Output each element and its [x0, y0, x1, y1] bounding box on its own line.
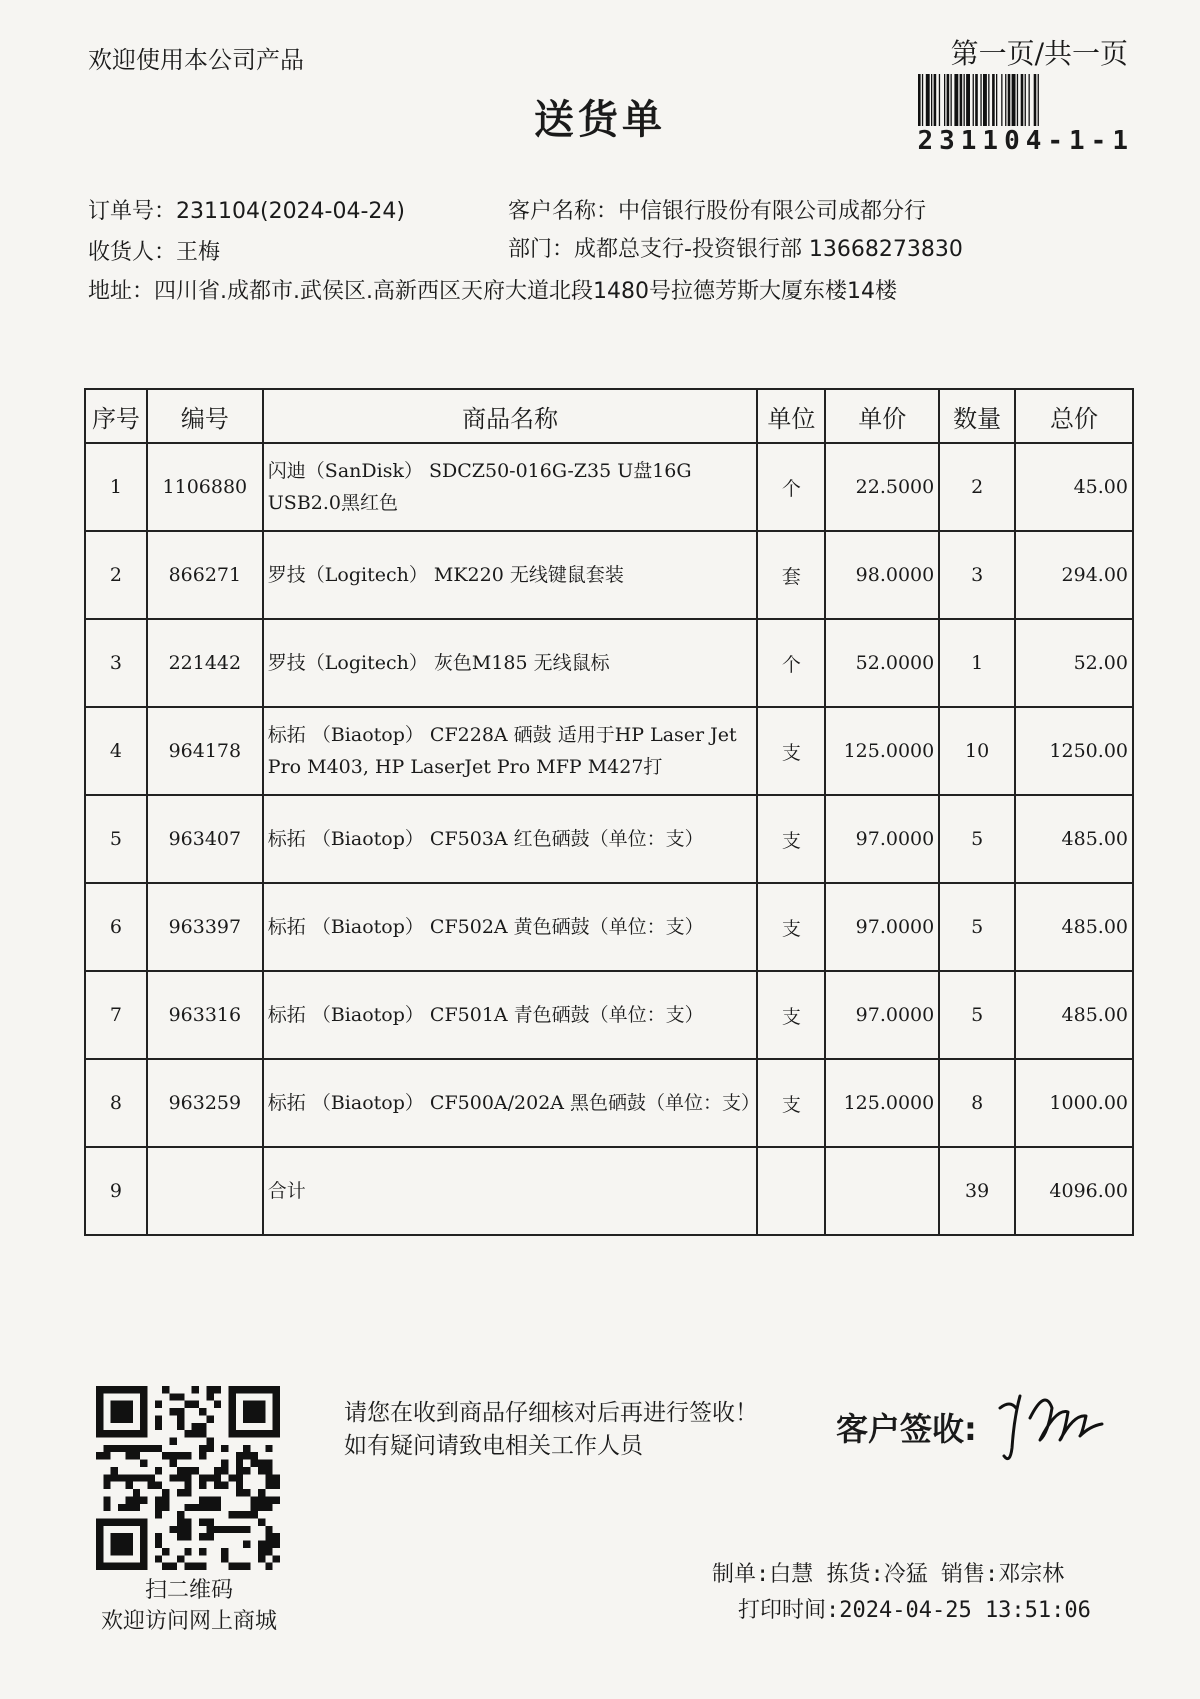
cell-quantity: 5: [939, 795, 1015, 883]
table-row: [85, 707, 1133, 795]
cell-seq: 6: [85, 883, 147, 971]
cell-unit-price: 22.5000: [825, 443, 939, 531]
page-info: 第一页/共一页: [950, 37, 1128, 70]
qr-caption-line-1: 扫二维码: [144, 1578, 233, 1603]
cell-unit-price: 125.0000: [825, 1059, 939, 1147]
cell-code: 1106880: [147, 443, 263, 531]
order-number: 订单号：231104(2024-04-24): [88, 199, 406, 224]
cell-code: 866271: [147, 531, 263, 619]
cell-total: 294.00: [1015, 531, 1133, 619]
qr-code-icon: [96, 1386, 280, 1570]
cell-unit-price: 125.0000: [825, 707, 939, 795]
cell-unit: 套: [757, 531, 825, 619]
cell-code: 963259: [147, 1059, 263, 1147]
cell-total: 1000.00: [1015, 1059, 1133, 1147]
header-product-name: 商品名称: [263, 389, 758, 443]
cell-total-label: 合计: [263, 1147, 758, 1235]
cell-code: 221442: [147, 619, 263, 707]
cell-grand-total: 4096.00: [1015, 1147, 1133, 1235]
cell-total: 485.00: [1015, 883, 1133, 971]
qr-caption-line-2: 欢迎访问网上商城: [100, 1608, 277, 1634]
barcode-number: 231104-1-1: [917, 126, 1134, 156]
header-code: 编号: [147, 389, 263, 443]
cell-product-name: 罗技（Logitech） 灰色M185 无线鼠标: [263, 619, 758, 707]
cell-code: 964178: [147, 707, 263, 795]
address: 地址：四川省.成都市.武侯区.高新西区天府大道北段1480号拉德芳斯大厦东楼14楼: [88, 279, 897, 304]
cell-unit-price: 52.0000: [825, 619, 939, 707]
cell-unit-price: [825, 1147, 939, 1235]
table-row: [85, 971, 1133, 1059]
header-unit-price: 单价: [825, 389, 939, 443]
cell-unit: 支: [757, 971, 825, 1059]
cell-quantity: 1: [939, 619, 1015, 707]
header-quantity: 数量: [939, 389, 1015, 443]
header-unit: 单位: [757, 389, 825, 443]
cell-unit: 支: [757, 1059, 825, 1147]
table-row: [85, 619, 1133, 707]
table-row: [85, 531, 1133, 619]
customer-name: 客户名称：中信银行股份有限公司成都分行: [508, 199, 927, 224]
cell-quantity: 10: [939, 707, 1015, 795]
cell-total: 52.00: [1015, 619, 1133, 707]
cell-seq: 2: [85, 531, 147, 619]
cell-code: 963407: [147, 795, 263, 883]
department: 部门：成都总支行-投资银行部 13668273830: [508, 237, 963, 262]
table-row: [85, 795, 1133, 883]
table-row: [85, 883, 1133, 971]
items-table: [84, 388, 1134, 1236]
cell-unit: 支: [757, 883, 825, 971]
cell-total: 485.00: [1015, 795, 1133, 883]
cell-unit-price: 97.0000: [825, 795, 939, 883]
cell-seq: 5: [85, 795, 147, 883]
header-seq: 序号: [85, 389, 147, 443]
cell-code: 963397: [147, 883, 263, 971]
cell-unit: [757, 1147, 825, 1235]
cell-seq: 9: [85, 1147, 147, 1235]
sign-notice: 请您在收到商品仔细核对后再进行签收！如有疑问请致电相关工作人员: [344, 1400, 758, 1460]
header-total: 总价: [1015, 389, 1133, 443]
table-row: [85, 443, 1133, 531]
cell-quantity: 5: [939, 883, 1015, 971]
cell-total: 485.00: [1015, 971, 1133, 1059]
receiver: 收货人：王梅: [88, 240, 221, 265]
cell-total-quantity: 39: [939, 1147, 1015, 1235]
cell-quantity: 3: [939, 531, 1015, 619]
cell-unit: 支: [757, 795, 825, 883]
cell-unit-price: 98.0000: [825, 531, 939, 619]
document-title: 送货单: [534, 97, 666, 143]
table-total-row: [85, 1147, 1133, 1235]
cell-unit: 支: [757, 707, 825, 795]
cell-product-name: 标拓 （Biaotop） CF502A 黄色硒鼓（单位：支）: [263, 883, 758, 971]
table-row: [85, 1059, 1133, 1147]
staff-info: 制单:白慧 拣货:冷猛 销售:邓宗林: [712, 1562, 1065, 1587]
cell-unit: 个: [757, 619, 825, 707]
cell-product-name: 罗技（Logitech） MK220 无线键鼠套装: [263, 531, 758, 619]
cell-unit-price: 97.0000: [825, 971, 939, 1059]
cell-seq: 1: [85, 443, 147, 531]
cell-product-name: 标拓 （Biaotop） CF501A 青色硒鼓（单位：支）: [263, 971, 758, 1059]
welcome-text: 欢迎使用本公司产品: [88, 46, 304, 74]
table-header-row: [85, 389, 1133, 443]
cell-seq: 3: [85, 619, 147, 707]
cell-product-name: 标拓 （Biaotop） CF228A 硒鼓 适用于HP Laser Jet Pro M403, HP LaserJet Pro MFP M427打: [263, 707, 758, 795]
cell-total: 45.00: [1015, 443, 1133, 531]
cell-code: [147, 1147, 263, 1235]
cell-seq: 8: [85, 1059, 147, 1147]
cell-seq: 4: [85, 707, 147, 795]
print-time: 打印时间:2024-04-25 13:51:06: [738, 1598, 1091, 1623]
qr-caption: [84, 1576, 294, 1638]
customer-sign-label: 客户签收:: [836, 1410, 977, 1448]
cell-quantity: 8: [939, 1059, 1015, 1147]
cell-unit: 个: [757, 443, 825, 531]
cell-seq: 7: [85, 971, 147, 1059]
cell-product-name: 标拓 （Biaotop） CF503A 红色硒鼓（单位：支）: [263, 795, 758, 883]
signature-icon: [990, 1378, 1110, 1468]
cell-code: 963316: [147, 971, 263, 1059]
cell-quantity: 2: [939, 443, 1015, 531]
cell-total: 1250.00: [1015, 707, 1133, 795]
cell-product-name: 闪迪（SanDisk） SDCZ50-016G-Z35 U盘16G USB2.0黑红色: [263, 443, 758, 531]
cell-unit-price: 97.0000: [825, 883, 939, 971]
cell-product-name: 标拓 （Biaotop） CF500A/202A 黑色硒鼓（单位：支）: [263, 1059, 758, 1147]
cell-quantity: 5: [939, 971, 1015, 1059]
